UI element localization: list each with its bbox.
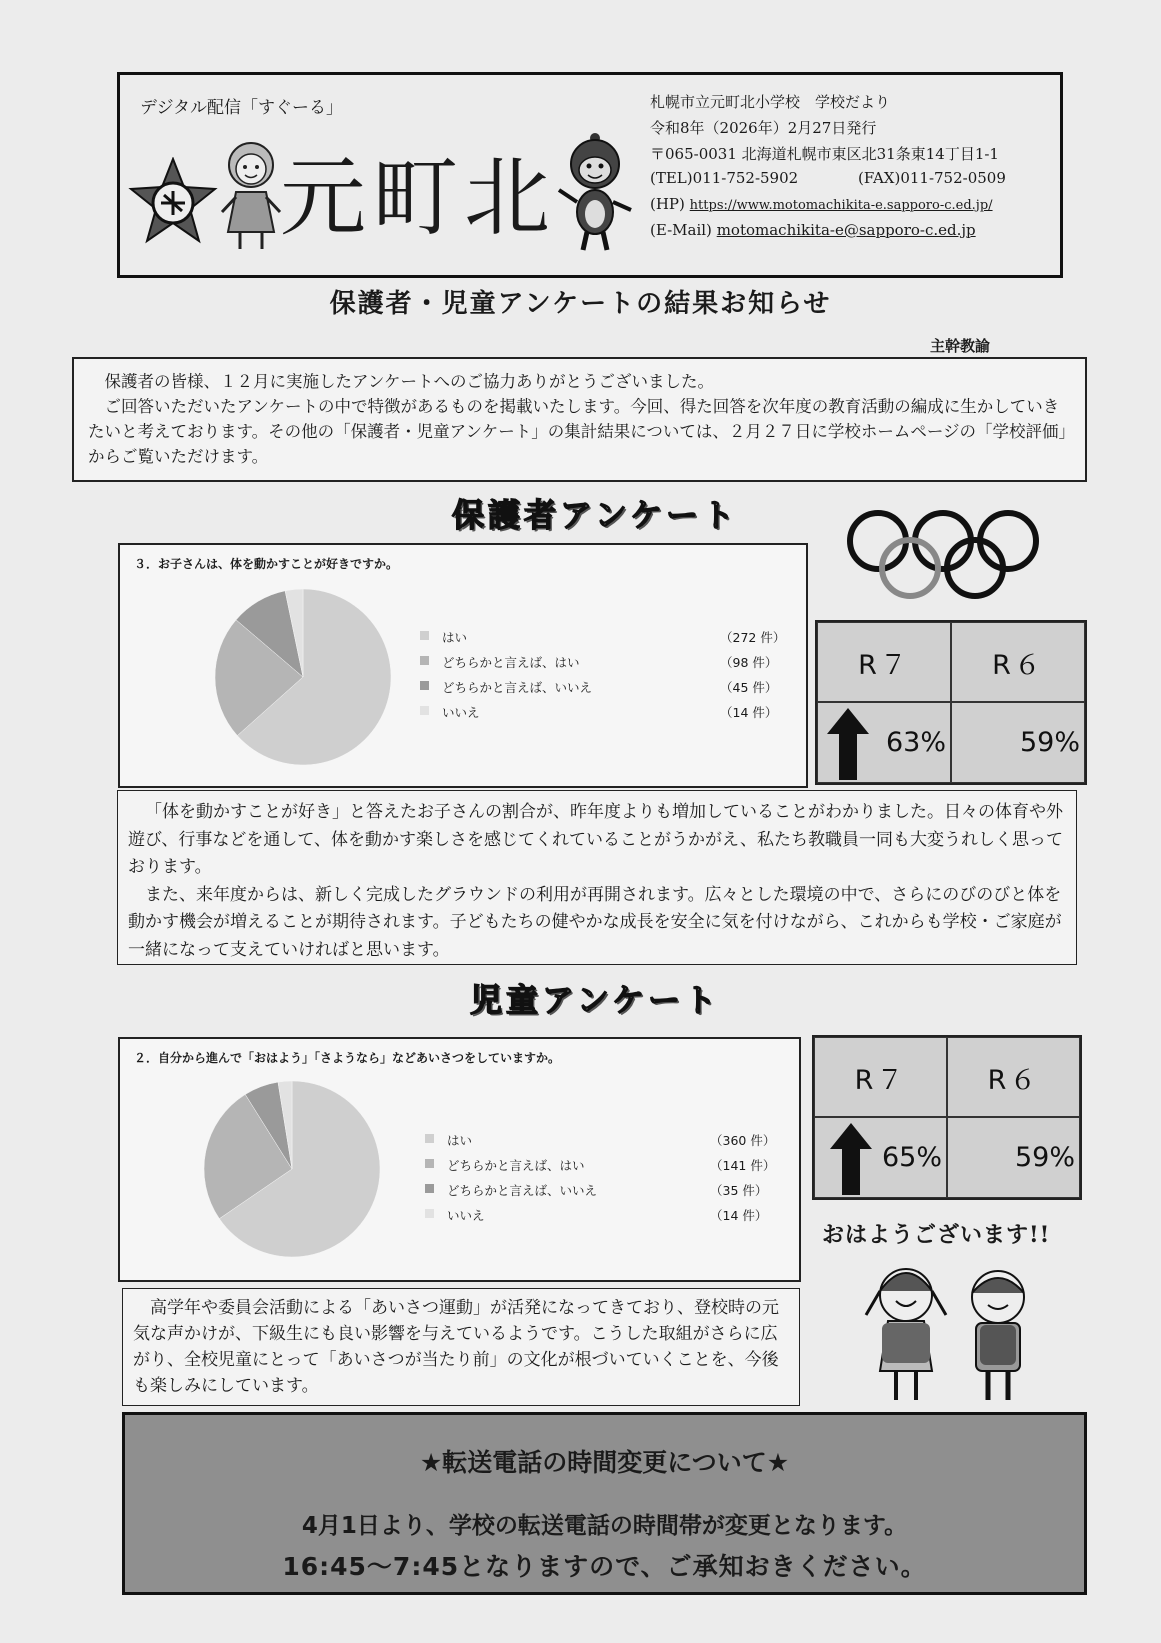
intro-box bbox=[72, 357, 1087, 482]
legend-count: （98 件） bbox=[720, 655, 778, 670]
student-comparison-table bbox=[812, 1035, 1082, 1200]
year-header-r7: R７ bbox=[814, 1037, 947, 1117]
legend-label: はい bbox=[442, 630, 468, 645]
legend-item bbox=[425, 1181, 768, 1198]
up-arrow-icon bbox=[828, 1121, 874, 1197]
legend-count: （141 件） bbox=[710, 1158, 776, 1173]
year-header-r7: R７ bbox=[817, 622, 951, 702]
legend-swatch bbox=[420, 706, 429, 715]
masthead bbox=[117, 72, 1063, 278]
student-survey-comment bbox=[122, 1288, 800, 1406]
intro-line-2: ご回答いただいたアンケートの中で特徴があるものを掲載いたします。今回、得た回答を次年度の教育活動の編成に生かしていきたいと考えております。その他の「保護者・児童アンケート」の集計結果については、２月２７日に学校ホームページの「学校評価」からご覧いただけます。 bbox=[88, 397, 1067, 466]
year-header-r6: R６ bbox=[951, 622, 1085, 702]
legend-count: （14 件） bbox=[710, 1208, 768, 1223]
legend-item bbox=[420, 678, 778, 695]
value-r7: 63% bbox=[817, 702, 951, 783]
legend-swatch bbox=[425, 1209, 434, 1218]
notice-line-1: 4月1日より、学校の転送電話の時間帯が変更となります。 bbox=[301, 1513, 908, 1539]
intro-line-1: 保護者の皆様、１２月に実施したアンケートへのご協力ありがとうございました。 bbox=[104, 372, 715, 391]
parent-survey-chart bbox=[118, 543, 808, 788]
comment-paragraph-2: また、来年度からは、新しく完成したグラウンドの利用が再開されます。広々とした環境の中で、さらにのびのびと体を動かす機会が増えることが期待されます。子どもたちの健やかな成長を安全に気を付けながら、これからも学校・ご家庭が一緒になって支えていければと思います。 bbox=[128, 884, 1062, 960]
chart-legend bbox=[425, 1131, 776, 1231]
mascot-monkey-icon bbox=[555, 130, 635, 255]
school-address: 〒065-0031 北海道札幌市東区北31条東14丁目1-1 bbox=[650, 145, 999, 163]
school-name: 札幌市立元町北小学校 学校だより bbox=[650, 93, 891, 111]
main-title: 保護者・児童アンケートの結果お知らせ bbox=[329, 289, 832, 319]
greeting-caption: おはようございます!! bbox=[822, 1222, 1051, 1248]
legend-swatch bbox=[420, 656, 429, 665]
issue-date: 令和8年（2026年）2月27日発行 bbox=[650, 119, 877, 137]
email-row bbox=[650, 221, 976, 239]
olympic-rings-icon bbox=[845, 508, 1055, 608]
legend-count: （35 件） bbox=[710, 1183, 768, 1198]
parent-comparison-table bbox=[815, 620, 1087, 785]
legend-count: （272 件） bbox=[720, 630, 786, 645]
mascot-girl-icon bbox=[220, 137, 282, 252]
comment-paragraph-1: 高学年や委員会活動による「あいさつ運動」が活発になってきており、登校時の元気な声かけが、下級生にも良い影響を与えているようです。こうした取組がさらに広がり、全校児童にとって「あいさつが当たり前」の文化が根づいていくことを、今後も楽しみにしています。 bbox=[133, 1298, 779, 1396]
chart-question: ３．お子さんは、体を動かすことが好きですか。 bbox=[134, 557, 399, 571]
legend-swatch bbox=[425, 1134, 434, 1143]
value-r7: 65% bbox=[814, 1117, 947, 1198]
notice-title: ★転送電話の時間変更について★ bbox=[419, 1448, 790, 1477]
school-emblem-icon bbox=[128, 157, 218, 247]
parent-survey-comment bbox=[117, 790, 1077, 965]
email-label: (E-Mail) bbox=[650, 221, 712, 239]
student-survey-chart bbox=[118, 1037, 801, 1282]
legend-label: どちらかと言えば、はい bbox=[447, 1158, 585, 1173]
hp-row bbox=[650, 195, 993, 213]
legend-count: （45 件） bbox=[720, 680, 778, 695]
value-r6: 59% bbox=[951, 702, 1085, 783]
email-link[interactable]: motomachikita-e@sapporo-c.ed.jp bbox=[716, 221, 976, 239]
notice-box bbox=[122, 1412, 1087, 1595]
chart-question: ２．自分から進んで「おはよう」「さようなら」などあいさつをしていますか。 bbox=[134, 1051, 561, 1065]
pie-chart bbox=[213, 587, 393, 767]
legend-item bbox=[420, 703, 778, 720]
greeting-kids-icon bbox=[858, 1255, 1058, 1405]
legend-swatch bbox=[420, 681, 429, 690]
legend-count: （360 件） bbox=[710, 1133, 776, 1148]
year-header-r6: R６ bbox=[947, 1037, 1080, 1117]
parent-survey-title: 保護者アンケート bbox=[452, 496, 739, 534]
legend-item bbox=[425, 1156, 776, 1173]
comment-paragraph-1: 「体を動かすことが好き」と答えたお子さんの割合が、昨年度よりも増加していることがわかりました。日々の体育や外遊び、行事などを通して、体を動かす楽しさを感じてくれていることがうかがえ、私たち教職員一同も大変うれしく思っております。 bbox=[128, 802, 1063, 877]
legend-label: どちらかと言えば、いいえ bbox=[442, 680, 593, 695]
digital-delivery-label: デジタル配信「すぐーる」 bbox=[140, 98, 343, 118]
legend-label: どちらかと言えば、はい bbox=[442, 655, 580, 670]
legend-swatch bbox=[420, 631, 429, 640]
legend-label: どちらかと言えば、いいえ bbox=[447, 1183, 598, 1198]
legend-label: いいえ bbox=[442, 705, 480, 720]
student-survey-title: 児童アンケート bbox=[470, 981, 721, 1019]
legend-count: （14 件） bbox=[720, 705, 778, 720]
legend-swatch bbox=[425, 1184, 434, 1193]
notice-line-2: 16:45〜7:45となりますので、ご承知おきください。 bbox=[282, 1552, 927, 1581]
legend-item bbox=[425, 1206, 768, 1223]
school-tel: (TEL)011-752-5902 bbox=[650, 169, 799, 187]
up-arrow-icon bbox=[825, 706, 871, 782]
pie-chart bbox=[202, 1079, 382, 1259]
chart-legend bbox=[420, 628, 786, 728]
legend-swatch bbox=[425, 1159, 434, 1168]
school-fax: (FAX)011-752-0509 bbox=[858, 169, 1006, 187]
legend-item bbox=[420, 653, 778, 670]
hp-link[interactable]: https://www.motomachikita-e.sapporo-c.ed.jp/ bbox=[689, 198, 993, 213]
author-label: 主幹教諭 bbox=[930, 337, 991, 355]
value-r6: 59% bbox=[947, 1117, 1080, 1198]
legend-label: はい bbox=[447, 1133, 473, 1148]
legend-item bbox=[425, 1131, 776, 1148]
legend-label: いいえ bbox=[447, 1208, 485, 1223]
newsletter-title: 元町北 bbox=[280, 148, 556, 248]
legend-item bbox=[420, 628, 786, 645]
hp-label: (HP) bbox=[650, 195, 685, 213]
